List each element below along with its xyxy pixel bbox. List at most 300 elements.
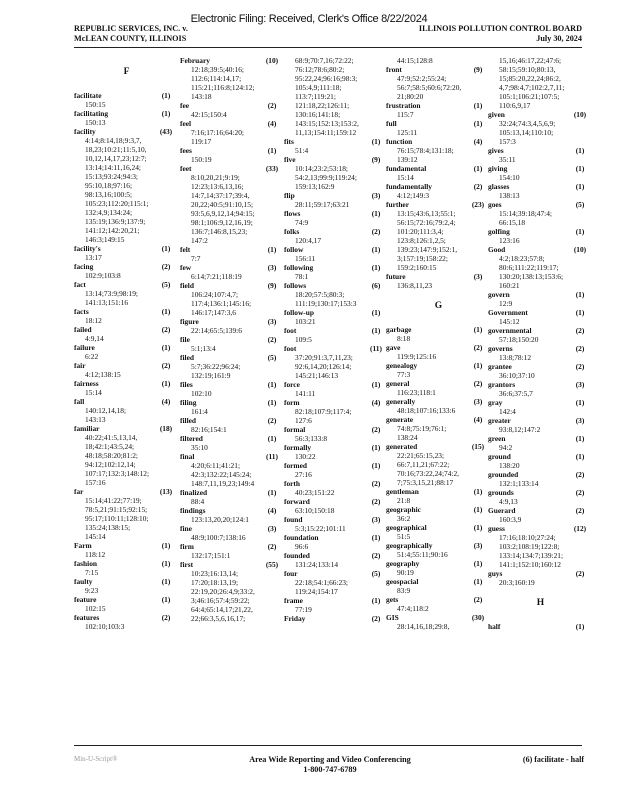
page-line-refs: 15,16;46:17,22;47:6; xyxy=(499,56,562,65)
page-line-refs: 125:11 xyxy=(397,128,418,137)
index-entry xyxy=(74,325,179,343)
index-entry xyxy=(386,577,491,595)
index-entry xyxy=(284,227,389,245)
term-word: glasses xyxy=(488,182,510,191)
page-line-refs: 11,13;154:11;159:12 xyxy=(295,128,357,137)
index-term xyxy=(284,425,389,434)
index-term xyxy=(284,191,389,200)
term-word: filing xyxy=(180,398,197,407)
term-count: (2) xyxy=(575,326,585,335)
index-entry xyxy=(284,596,389,614)
index-term xyxy=(180,452,285,461)
term-count: (2) xyxy=(161,325,171,334)
term-count: (1) xyxy=(161,343,171,352)
page-line-refs: 139:12 xyxy=(397,155,418,164)
index-term xyxy=(386,65,491,74)
term-count: (23) xyxy=(471,200,485,209)
term-count: (1) xyxy=(371,245,381,254)
index-term xyxy=(284,308,389,317)
page-line-refs: 15:14 xyxy=(85,388,102,397)
term-count: (3) xyxy=(575,416,585,425)
page-line-refs: 105:1;106:21;107:5; xyxy=(499,92,560,101)
term-word: familiar xyxy=(74,424,100,433)
page-line-refs: 8:18 xyxy=(397,334,411,343)
index-entry xyxy=(386,397,491,415)
page-line-refs: 138:20 xyxy=(499,461,520,470)
term-word: facility xyxy=(74,127,96,136)
index-term xyxy=(386,577,491,586)
index-term xyxy=(284,443,389,452)
index-term xyxy=(180,164,285,173)
term-count: (12) xyxy=(573,524,587,533)
index-entry xyxy=(386,559,491,577)
index-term xyxy=(386,101,491,110)
page-line-refs: 17:20;18:13,19; xyxy=(191,578,239,587)
page-line-refs: 121:18,22;126:11; xyxy=(295,101,350,110)
term-word: five xyxy=(284,155,296,164)
index-term xyxy=(284,569,389,578)
page-line-refs: 112:6;114:14,17; xyxy=(191,74,242,83)
term-count: (1) xyxy=(575,164,585,173)
page-line-refs: 28:11;59:17;63:21 xyxy=(295,200,350,209)
index-term xyxy=(386,415,491,424)
page-line-refs: 22:14;65:5;139:6 xyxy=(191,326,242,335)
page-line-refs: 13:17 xyxy=(85,253,102,262)
page-line-refs: 132:17;151:1 xyxy=(191,551,231,560)
page-line-refs: 93:8,12;147:2 xyxy=(499,425,541,434)
index-term xyxy=(284,380,389,389)
term-count: (1) xyxy=(267,380,277,389)
index-entry xyxy=(180,119,285,146)
index-term xyxy=(386,379,491,388)
page-line-refs: 140:12,14,18; xyxy=(85,406,127,415)
page-line-refs: 32:24;74:3,4,5,6,9; xyxy=(499,119,556,128)
term-word: future xyxy=(386,272,406,281)
page-line-refs: 4:9,13 xyxy=(499,497,518,506)
index-entry xyxy=(284,497,389,515)
index-entry xyxy=(284,398,389,425)
term-count: (1) xyxy=(473,164,483,173)
term-count: (3) xyxy=(371,515,381,524)
index-entry xyxy=(488,488,593,506)
term-word: fact xyxy=(74,280,86,289)
index-term xyxy=(180,353,285,362)
index-entry xyxy=(488,380,593,398)
index-entry xyxy=(488,434,593,452)
index-term xyxy=(74,559,179,568)
index-term xyxy=(386,442,491,451)
index-term xyxy=(74,577,179,586)
term-count: (1) xyxy=(161,109,171,118)
page-line-refs: 4,7;98:4,7;102:2,7,11; xyxy=(499,83,565,92)
index-term xyxy=(284,398,389,407)
term-word: fashion xyxy=(74,559,98,568)
index-term xyxy=(386,325,491,334)
page-line-refs: 12:23;13:6,13,16; xyxy=(191,182,244,191)
term-word: garbage xyxy=(386,325,412,334)
index-term xyxy=(284,137,389,146)
index-term xyxy=(74,379,179,388)
page-line-refs: 115:7 xyxy=(397,110,414,119)
term-word: folks xyxy=(284,227,300,236)
term-count: (1) xyxy=(267,245,277,254)
index-entry xyxy=(488,290,593,308)
page-line-refs: 4:9,14 xyxy=(85,334,104,343)
page-line-refs: 95:10,18;97:16; xyxy=(85,181,133,190)
page-line-refs: 9:23 xyxy=(85,586,99,595)
term-count: (1) xyxy=(473,523,483,532)
index-term xyxy=(180,245,285,254)
term-word: generate xyxy=(386,415,414,424)
page-line-refs: 145:14 xyxy=(85,532,106,541)
term-count: (2) xyxy=(371,227,381,236)
page-line-refs: 133:14;134:7;139:21; xyxy=(499,551,564,560)
term-word: given xyxy=(488,110,505,119)
page-line-refs: 159:13;162:9 xyxy=(295,182,335,191)
index-entry xyxy=(386,56,491,65)
index-entry xyxy=(488,506,593,524)
index-entry xyxy=(74,127,179,244)
term-word: front xyxy=(386,65,402,74)
page-line-refs: 10,12,14,17,23;12:7; xyxy=(85,154,147,163)
page-line-refs: 5:3;15:22;101:11 xyxy=(295,524,346,533)
page-line-refs: 95:17;110:11;128:10; xyxy=(85,514,149,523)
term-word: follow xyxy=(284,245,304,254)
index-term xyxy=(386,595,491,604)
page-line-refs: 136:8,11,23 xyxy=(397,281,433,290)
page-line-refs: 74:9 xyxy=(295,218,309,227)
term-count: (2) xyxy=(267,416,277,425)
term-word: geographically xyxy=(386,541,433,550)
term-word: fairness xyxy=(74,379,99,388)
index-entry xyxy=(74,244,179,262)
term-word: giving xyxy=(488,164,508,173)
page-line-refs: 117:4;136:1;145:16; xyxy=(191,299,252,308)
index-entry xyxy=(180,434,285,452)
term-word: four xyxy=(284,569,298,578)
page-line-refs: 6:22 xyxy=(85,352,99,361)
term-count: (1) xyxy=(575,227,585,236)
term-count: (1) xyxy=(575,452,585,461)
term-count: (1) xyxy=(473,119,483,128)
term-count: (1) xyxy=(371,137,381,146)
index-entry xyxy=(386,379,491,397)
index-column-1 xyxy=(74,56,179,742)
term-count: (1) xyxy=(473,101,483,110)
index-entry xyxy=(488,524,593,569)
term-count: (1) xyxy=(371,209,381,218)
index-entry xyxy=(284,479,389,497)
term-word: guys xyxy=(488,569,503,578)
index-term xyxy=(488,524,593,533)
index-term xyxy=(488,227,593,236)
page-line-refs: 63:10;150:18 xyxy=(295,506,335,515)
index-term xyxy=(488,182,593,191)
term-count: (5) xyxy=(371,569,381,578)
page-line-refs: 80:6;111:22;119:17; xyxy=(499,263,559,272)
page-line-refs: 12:18;39:5;40:16; xyxy=(191,65,244,74)
page-line-refs: 76:15;78:4;131:18; xyxy=(397,146,454,155)
board-caption: ILLINOIS POLLUTION CONTROL BOARD July 30, 2024 xyxy=(418,24,582,43)
term-word: greater xyxy=(488,416,511,425)
index-term xyxy=(180,506,285,515)
term-count: (1) xyxy=(267,398,277,407)
page-line-refs: 154:10 xyxy=(499,173,520,182)
term-word: grantors xyxy=(488,380,516,389)
term-count: (3) xyxy=(267,524,277,533)
index-entry xyxy=(386,595,491,613)
term-count: (2) xyxy=(473,379,483,388)
term-word: goes xyxy=(488,200,502,209)
term-count: (1) xyxy=(161,244,171,253)
index-term xyxy=(284,533,389,542)
term-word: filed xyxy=(180,353,194,362)
index-term xyxy=(488,416,593,425)
term-count: (1) xyxy=(267,434,277,443)
page-line-refs: 161:4 xyxy=(191,407,208,416)
page-line-refs: 76:12;78:6;80:2; xyxy=(295,65,345,74)
page-line-refs: 113:7;119:21; xyxy=(295,92,336,101)
term-count: (1) xyxy=(473,361,483,370)
term-count: (9) xyxy=(371,155,381,164)
term-count: (1) xyxy=(473,559,483,568)
term-word: first xyxy=(180,560,194,569)
page-line-refs: 40:23;151:22 xyxy=(295,488,335,497)
term-word: half xyxy=(488,622,501,631)
page-line-refs: 94:2 xyxy=(499,443,513,452)
term-word: facilitating xyxy=(74,109,109,118)
term-word: fundamental xyxy=(386,164,427,173)
index-column-5 xyxy=(488,56,593,742)
index-term xyxy=(386,541,491,550)
index-entry xyxy=(284,569,389,596)
term-word: features xyxy=(74,613,100,622)
index-entry xyxy=(386,505,491,523)
term-count: (2) xyxy=(161,262,171,271)
page-line-refs: 47:4;118:2 xyxy=(397,604,429,613)
page-line-refs: 143:13 xyxy=(85,415,106,424)
index-entry xyxy=(488,308,593,326)
index-entry xyxy=(488,470,593,488)
page-line-refs: 28:14,16,18;29:8, xyxy=(397,622,450,631)
index-entry xyxy=(284,326,389,344)
term-count: (18) xyxy=(159,424,173,433)
page-line-refs: 8:10,20,21;9:19; xyxy=(191,173,240,182)
term-count: (1) xyxy=(161,91,171,100)
term-word: gives xyxy=(488,146,504,155)
term-word: golfing xyxy=(488,227,510,236)
term-count: (2) xyxy=(575,506,585,515)
index-entry xyxy=(488,398,593,416)
index-term xyxy=(488,470,593,479)
page-line-refs: 10:23;16:13,14; xyxy=(191,569,239,578)
term-word: feet xyxy=(180,164,192,173)
index-term xyxy=(284,245,389,254)
index-entry xyxy=(180,164,285,245)
footer-reporter-name: Area Wide Reporting and Video Conferencing xyxy=(249,755,411,764)
index-term xyxy=(386,164,491,173)
term-word: following xyxy=(284,263,314,272)
page-line-refs: 106:24;107:4,7; xyxy=(191,290,239,299)
index-entry xyxy=(386,343,491,361)
index-entry xyxy=(284,515,389,533)
page-line-refs: 116:23;118:1 xyxy=(397,388,436,397)
index-term xyxy=(386,487,491,496)
page-line-refs: 36:6;37:5,7 xyxy=(499,389,533,398)
term-count: (2) xyxy=(575,470,585,479)
term-count: (9) xyxy=(473,65,483,74)
index-term xyxy=(180,434,285,443)
index-term xyxy=(74,244,179,253)
index-term xyxy=(74,280,179,289)
term-word: Farm xyxy=(74,541,92,550)
term-word: feature xyxy=(74,595,97,604)
page-line-refs: 102:9;103:8 xyxy=(85,271,121,280)
page-line-refs: 138:24 xyxy=(397,433,418,442)
page-line-refs: 111:19;130:17;153:3 xyxy=(295,299,357,308)
index-term xyxy=(386,613,491,622)
index-entry xyxy=(74,559,179,577)
index-entry xyxy=(180,317,285,335)
index-entry xyxy=(74,541,179,559)
page-line-refs: 159:2;160:15 xyxy=(397,263,437,272)
page-line-refs: 40:22;41:5,13,14, xyxy=(85,433,138,442)
page-line-refs: 48:9;100:7;138:16 xyxy=(191,533,246,542)
term-count: (2) xyxy=(371,425,381,434)
term-count: (30) xyxy=(471,613,485,622)
index-term xyxy=(74,109,179,118)
term-count: (2) xyxy=(371,479,381,488)
page-line-refs: 101:20;111:3,4; xyxy=(397,227,444,236)
page-line-refs: 51:4 xyxy=(295,146,309,155)
index-entry xyxy=(488,326,593,344)
page-line-refs: 70:16;73:22,24;74:2, xyxy=(397,469,460,478)
index-entry xyxy=(180,524,285,542)
page-line-refs: 13:14;73:9;98:19; xyxy=(85,289,138,298)
index-entry xyxy=(180,542,285,560)
page-line-refs: 123:16 xyxy=(499,236,520,245)
term-word: finalized xyxy=(180,488,208,497)
index-entry xyxy=(180,380,285,398)
page-line-refs: 36:2 xyxy=(397,514,411,523)
term-count: (2) xyxy=(575,569,585,578)
page-line-refs: 4:12;138:15 xyxy=(85,370,121,379)
page-line-refs: 18:20;57:5;80:3; xyxy=(295,290,345,299)
index-term xyxy=(488,380,593,389)
term-word: final xyxy=(180,452,195,461)
term-word: govern xyxy=(488,290,510,299)
index-entry xyxy=(180,488,285,506)
term-word: failed xyxy=(74,325,92,334)
term-count: (1) xyxy=(473,505,483,514)
term-word: felt xyxy=(180,245,191,254)
footer-brand: Min-U-Script® xyxy=(74,755,118,763)
index-entry xyxy=(284,263,389,281)
term-word: fee xyxy=(180,101,190,110)
term-word: facts xyxy=(74,307,89,316)
footer-page-range: (6) facilitate - half xyxy=(522,755,584,764)
index-term xyxy=(74,307,179,316)
page-line-refs: 147:2 xyxy=(191,236,208,245)
term-word: frame xyxy=(284,596,303,605)
term-count: (4) xyxy=(473,415,483,424)
term-word: failure xyxy=(74,343,95,352)
index-entry xyxy=(488,569,593,587)
index-column-2 xyxy=(180,56,285,742)
term-word: fundamentally xyxy=(386,182,432,191)
term-word: firm xyxy=(180,542,194,551)
term-count: (1) xyxy=(473,325,483,334)
index-term xyxy=(180,560,285,569)
page-line-refs: 36:10;37:10 xyxy=(499,371,535,380)
bottom-rule xyxy=(74,745,582,746)
index-term xyxy=(284,551,389,560)
term-word: Friday xyxy=(284,614,306,623)
page-line-refs: 18,23;10:21;11:5,10, xyxy=(85,145,147,154)
index-term xyxy=(488,344,593,353)
index-entry xyxy=(386,164,491,182)
page-line-refs: 156:11 xyxy=(295,254,316,263)
term-word: fair xyxy=(74,361,86,370)
page-line-refs: 83:9 xyxy=(397,586,411,595)
index-term xyxy=(488,110,593,119)
page-line-refs: 22;66:3,5,6,16,17; xyxy=(191,614,246,623)
term-word: gray xyxy=(488,398,503,407)
index-term xyxy=(180,56,285,65)
index-term xyxy=(180,101,285,110)
index-entry xyxy=(180,506,285,524)
index-term xyxy=(284,227,389,236)
page-line-refs: 131:24;133:14 xyxy=(295,560,339,569)
term-word: foot xyxy=(284,326,297,335)
index-entry xyxy=(284,443,389,461)
page-line-refs: 21;80:20 xyxy=(397,92,424,101)
page-line-refs: 18:12 xyxy=(85,316,102,325)
index-entry xyxy=(386,487,491,505)
index-entry xyxy=(180,560,285,623)
index-entry xyxy=(386,361,491,379)
index-entry xyxy=(488,452,593,470)
index-term xyxy=(284,326,389,335)
term-count: (3) xyxy=(473,541,483,550)
index-entry xyxy=(488,416,593,434)
filing-stamp: Electronic Filing: Received, Clerk's Office 8/22/2024 xyxy=(190,13,428,25)
index-term xyxy=(74,595,179,604)
index-term xyxy=(386,272,491,281)
index-term xyxy=(74,343,179,352)
term-word: governs xyxy=(488,344,513,353)
page-line-refs: 110:6,9,17 xyxy=(499,101,531,110)
index-term xyxy=(386,505,491,514)
index-entry xyxy=(74,397,179,424)
page-line-refs: 132:19;161:9 xyxy=(191,371,231,380)
page-line-refs: 103:2;108:19;122:8; xyxy=(499,542,560,551)
term-word: Guerard xyxy=(488,506,516,515)
term-word: findings xyxy=(180,506,206,515)
page-line-refs: 4:12;149:3 xyxy=(397,191,430,200)
index-term xyxy=(284,497,389,506)
index-term xyxy=(488,245,593,254)
index-term xyxy=(284,614,389,623)
index-term xyxy=(386,119,491,128)
page-line-refs: 102:15 xyxy=(85,604,106,613)
term-word: field xyxy=(180,281,194,290)
page-line-refs: 3;46:16;57:4;59:22; xyxy=(191,596,250,605)
index-term xyxy=(488,326,593,335)
page-line-refs: 92:6,14,20;126:14; xyxy=(295,362,352,371)
index-entry xyxy=(74,280,179,307)
term-word: foundation xyxy=(284,533,319,542)
